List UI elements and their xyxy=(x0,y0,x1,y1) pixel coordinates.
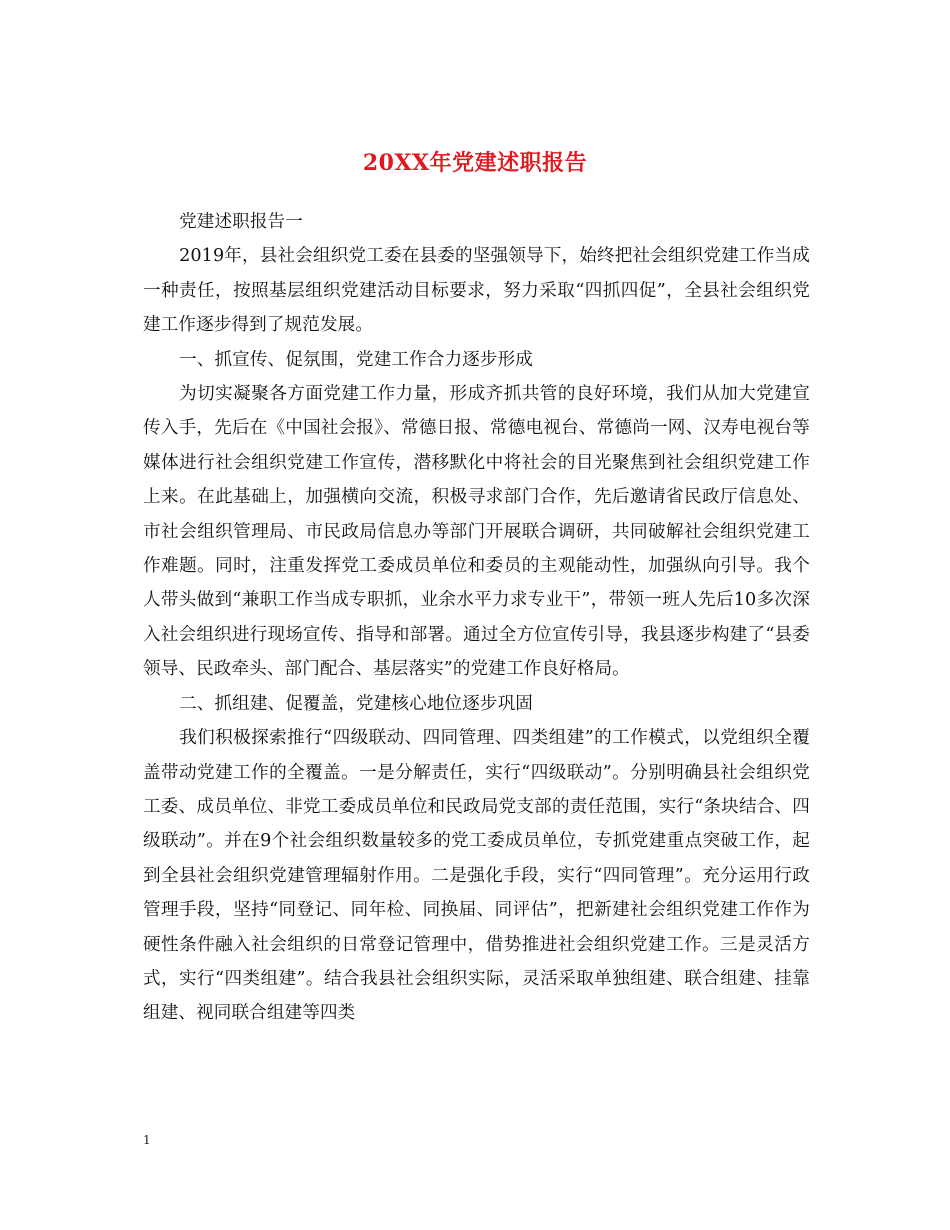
document-body xyxy=(143,205,810,1031)
page-number: 1 xyxy=(143,1133,151,1147)
organization-paragraph: 我们积极探索推行“四级联动、四同管理、四类组建”的工作模式，以党组织全覆盖带动党建工作的全覆盖。一是分解责任，实行“四级联动”。分别明确县社会组织党工委、成员单位、非党工委成员单位和民政局党支部的责任范围，实行“条块结合、四级联动”。并在9个社会组织数量较多的党工委成员单位，专抓党建重点突破工作，起到全县社会组织党建管理辐射作用。二是强化手段，实行“四同管理”。充分运用行政管理手段，坚持“同登记、同年检、同换届、同评估”，把新建社会组织党建工作作为硬性条件融入社会组织的日常登记管理中，借势推进社会组织党建工作。三是灵活方式，实行“四类组建”。结合我县社会组织实际，灵活采取单独组建、联合组建、挂靠组建、视同联合组建等四类 xyxy=(143,728,810,1024)
document-title: 20XX年党建述职报告 xyxy=(362,149,588,176)
section-heading-report-one: 党建述职报告一 xyxy=(179,212,303,232)
intro-paragraph: 2019年，县社会组织党工委在县委的坚强领导下，始终把社会组织党建工作当成一种责任，按照基层组织党建活动目标要求，努力采取“四抓四促”，全县社会组织党建工作逐步得到了规范发展。 xyxy=(143,246,810,336)
section-heading-organization: 二、抓组建、促覆盖，党建核心地位逐步巩固 xyxy=(179,693,533,714)
section-heading-publicity: 一、抓宣传、促氛围，党建工作合力逐步形成 xyxy=(179,349,533,370)
publicity-paragraph: 为切实凝聚各方面党建工作力量，形成齐抓共管的良好环境，我们从加大党建宣传入手，先后在《中国社会报》、常德日报、常德电视台、常德尚一网、汉寿电视台等媒体进行社会组织党建工作宣传，潜移默化中将社会的目光聚焦到社会组织党建工作上来。在此基础上，加强横向交流，积极寻求部门合作，先后邀请省民政厅信息处、市社会组织管理局、市民政局信息办等部门开展联合调研，共同破解社会组织党建工作难题。同时，注重发挥党工委成员单位和委员的主观能动性，加强纵向引导。我个人带头做到“兼职工作当成专职抓，业余水平力求专业干”，带领一班人先后10多次深入社会组织进行现场宣传、指导和部署。通过全方位宣传引导，我县逐步构建了“县委领导、民政牵头、部门配合、基层落实”的党建工作良好格局。 xyxy=(143,384,810,680)
